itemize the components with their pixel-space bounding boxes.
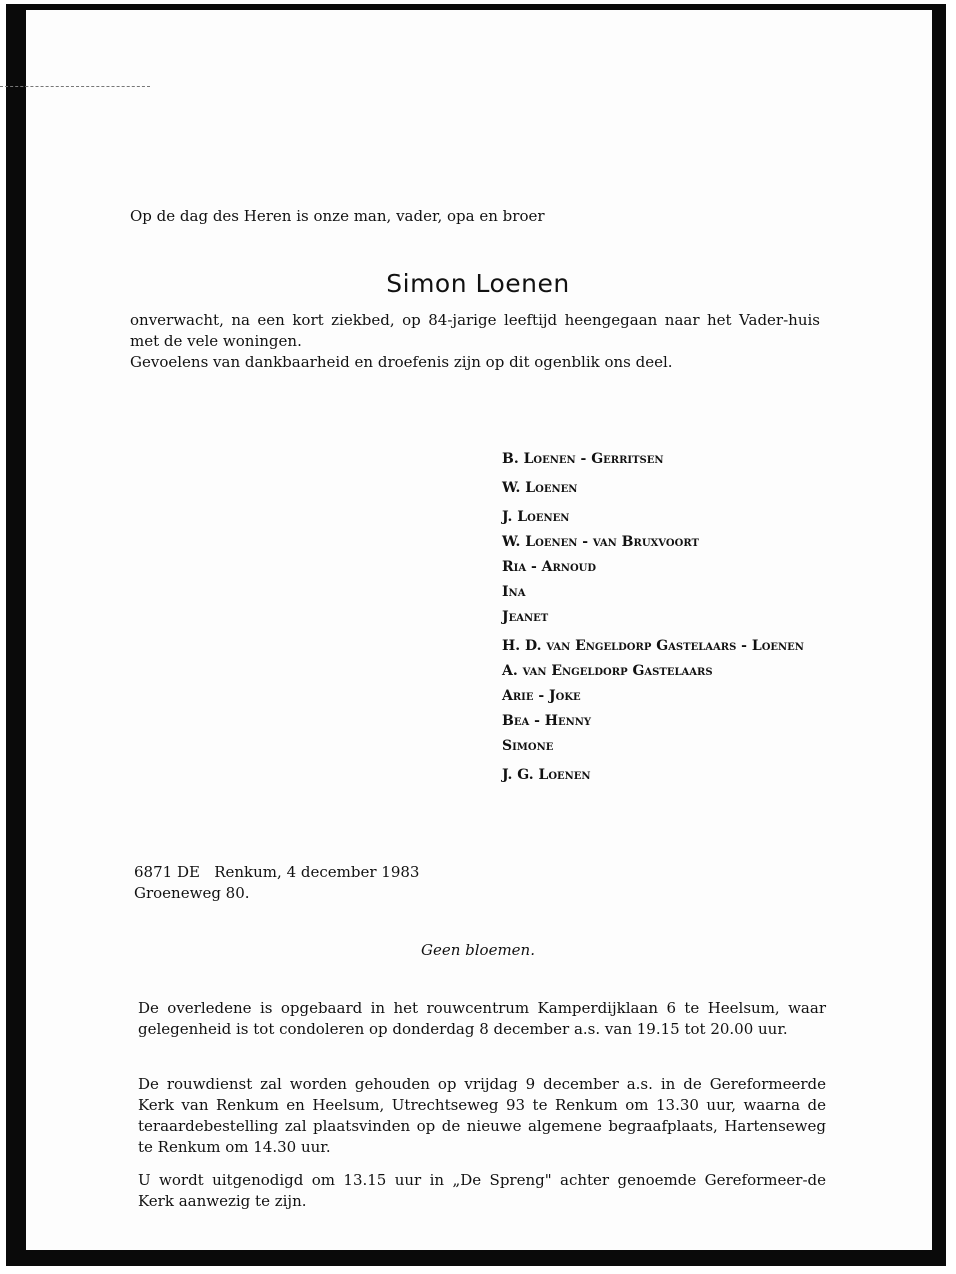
- family-name: Ria - Arnoud: [502, 559, 597, 575]
- intro-line: Op de dag des Heren is onze man, vader, opa en broer: [130, 207, 545, 225]
- family-name: Arie - Joke: [502, 688, 581, 704]
- service-paragraph: De rouwdienst zal worden gehouden op vrijdag 9 december a.s. in de Gereformeerde Kerk van Renkum en Heelsum, Utrechtseweg 93 te Renkum om 13.30 uur, waarna de teraardebestelling zal plaatsvinden op de nieuwe algemene begraafplaats, Hartenseweg te Renkum om 14.30 uur.: [138, 1075, 826, 1156]
- body-line-1: onverwacht, na een kort ziekbed, op 84-jarige leeftijd heengegaan naar het Vader-huis met de vele woningen.: [130, 311, 820, 350]
- family-name: J. Loenen: [502, 509, 570, 525]
- address-line-2: Groeneweg 80.: [134, 884, 250, 902]
- family-name: Bea - Henny: [502, 713, 592, 729]
- family-name: Simone: [502, 738, 554, 754]
- family-name: A. van Engeldorp Gastelaars: [502, 663, 713, 679]
- viewing-paragraph: De overledene is opgebaard in het rouwcentrum Kamperdijklaan 6 te Heelsum, waar gelegenheid is tot condoleren op donderdag 8 december a.s. van 19.15 tot 20.00 uur.: [138, 999, 826, 1038]
- family-name: B. Loenen - Gerritsen: [502, 451, 664, 467]
- no-flowers-note: Geen bloemen.: [420, 941, 535, 959]
- family-name: H. D. van Engeldorp Gastelaars - Loenen: [502, 638, 804, 654]
- family-name: J. G. Loenen: [502, 767, 591, 783]
- address-line-1: 6871 DE Renkum, 4 december 1983: [134, 863, 420, 881]
- address-block: [134, 862, 419, 904]
- family-name: W. Loenen - van Bruxvoort: [502, 534, 699, 550]
- scan-line: [0, 86, 150, 87]
- invitation-paragraph: U wordt uitgenodigd om 13.15 uur in „De Spreng" achter genoemde Gereformeer-de Kerk aanwezig te zijn.: [138, 1171, 826, 1210]
- family-name: Ina: [502, 584, 526, 600]
- family-name: W. Loenen: [502, 480, 578, 496]
- family-name: Jeanet: [502, 609, 549, 625]
- announcement-body: [130, 310, 820, 373]
- deceased-name: Simon Loenen: [386, 268, 570, 298]
- body-line-2: Gevoelens van dankbaarheid en droefenis zijn op dit ogenblik ons deel.: [130, 353, 673, 371]
